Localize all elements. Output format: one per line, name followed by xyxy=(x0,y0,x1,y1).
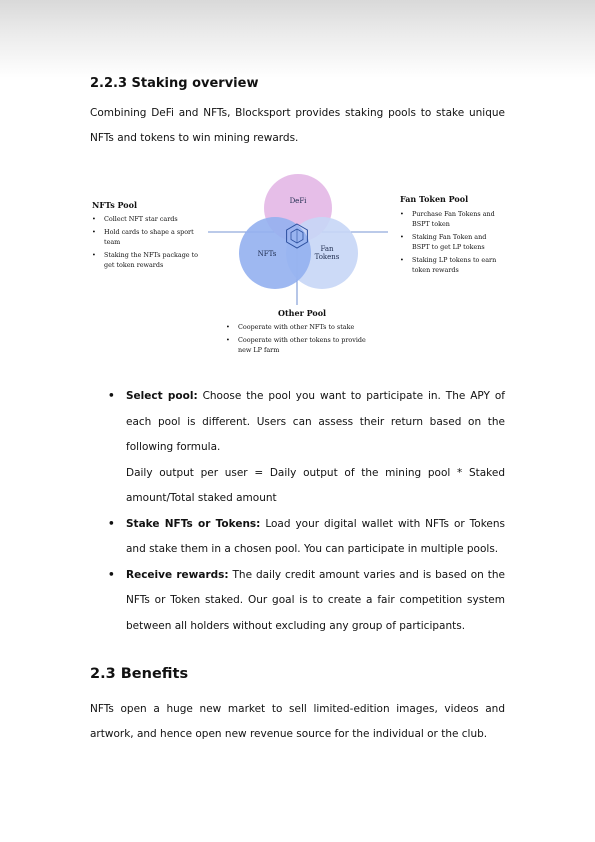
staking-intro-line-1: Combining DeFi and NFTs, Blocksport provides staking pools to stake unique xyxy=(90,107,505,119)
staking-intro xyxy=(90,101,505,151)
defi-label: DeFi xyxy=(289,197,307,205)
section-title-benefits: 2.3 Benefits xyxy=(90,666,189,682)
other-pool-item: • Cooperate with other NFTs to stake xyxy=(226,322,366,332)
staking-steps-list xyxy=(108,384,505,639)
benefits-text: NFTs open a huge new market to sell limited-edition images, videos and artwork, and hence open new revenue source for the individual or the club. xyxy=(90,703,505,740)
bullet-dot: • xyxy=(108,568,115,581)
step-text: The daily credit amount varies and is based on the NFTs or Token staked. Our goal is to create a fair competition system between all holders without excluding any group of participants. xyxy=(126,568,505,632)
other-pool-item: • Cooperate with other tokens to provide new LP farm xyxy=(226,335,366,355)
page-header-shade xyxy=(0,0,595,78)
fan-token-pool-title: Fan Token Pool xyxy=(400,194,469,204)
step-text: Load your digital wallet with NFTs or Tokens and stake them in a chosen pool. You can participate in multiple pools. xyxy=(126,517,505,555)
nfts-pool-item: • Hold cards to shape a sport team xyxy=(92,227,202,247)
nfts-pool-list xyxy=(92,214,202,273)
other-pool-title: Other Pool xyxy=(278,308,327,318)
fan-token-pool-item: • Purchase Fan Tokens and BSPT token xyxy=(400,209,500,229)
other-pool-list xyxy=(226,322,366,358)
step-select-pool xyxy=(108,384,505,461)
staking-pools-diagram xyxy=(90,165,505,365)
step-title: Select pool: xyxy=(126,390,198,402)
step-receive-rewards xyxy=(108,563,505,640)
step-title: Stake NFTs or Tokens: xyxy=(126,517,261,530)
bullet-dot: • xyxy=(108,390,115,402)
fan-token-pool-item: • Staking LP tokens to earn token rewards xyxy=(400,255,500,275)
bullet-dot: • xyxy=(108,517,115,530)
nfts-pool-title: NFTs Pool xyxy=(92,200,138,210)
fan-token-pool-list xyxy=(400,209,500,278)
section-title-staking: 2.2.3 Staking overview xyxy=(90,76,259,91)
nfts-pool-item: • Collect NFT star cards xyxy=(92,214,202,224)
step-stake xyxy=(108,512,505,563)
step-formula: Daily output per user = Daily output of the mining pool * Staked amount/Total staked amount xyxy=(126,466,505,504)
staking-intro-line-2: NFTs and tokens to win mining rewards. xyxy=(90,132,299,144)
step-title: Receive rewards: xyxy=(126,568,229,581)
fan-token-pool-item: • Staking Fan Token and BSPT to get LP tokens xyxy=(400,232,500,252)
nfts-pool-item: • Staking the NFTs package to get token rewards xyxy=(92,250,202,270)
nfts-label: NFTs xyxy=(257,250,277,258)
step-text: Choose the pool you want to participate in. The APY of each pool is different. Users can assess their return based on the following formula. xyxy=(126,390,505,453)
fan-tokens-label: Fan Tokens xyxy=(314,245,340,261)
